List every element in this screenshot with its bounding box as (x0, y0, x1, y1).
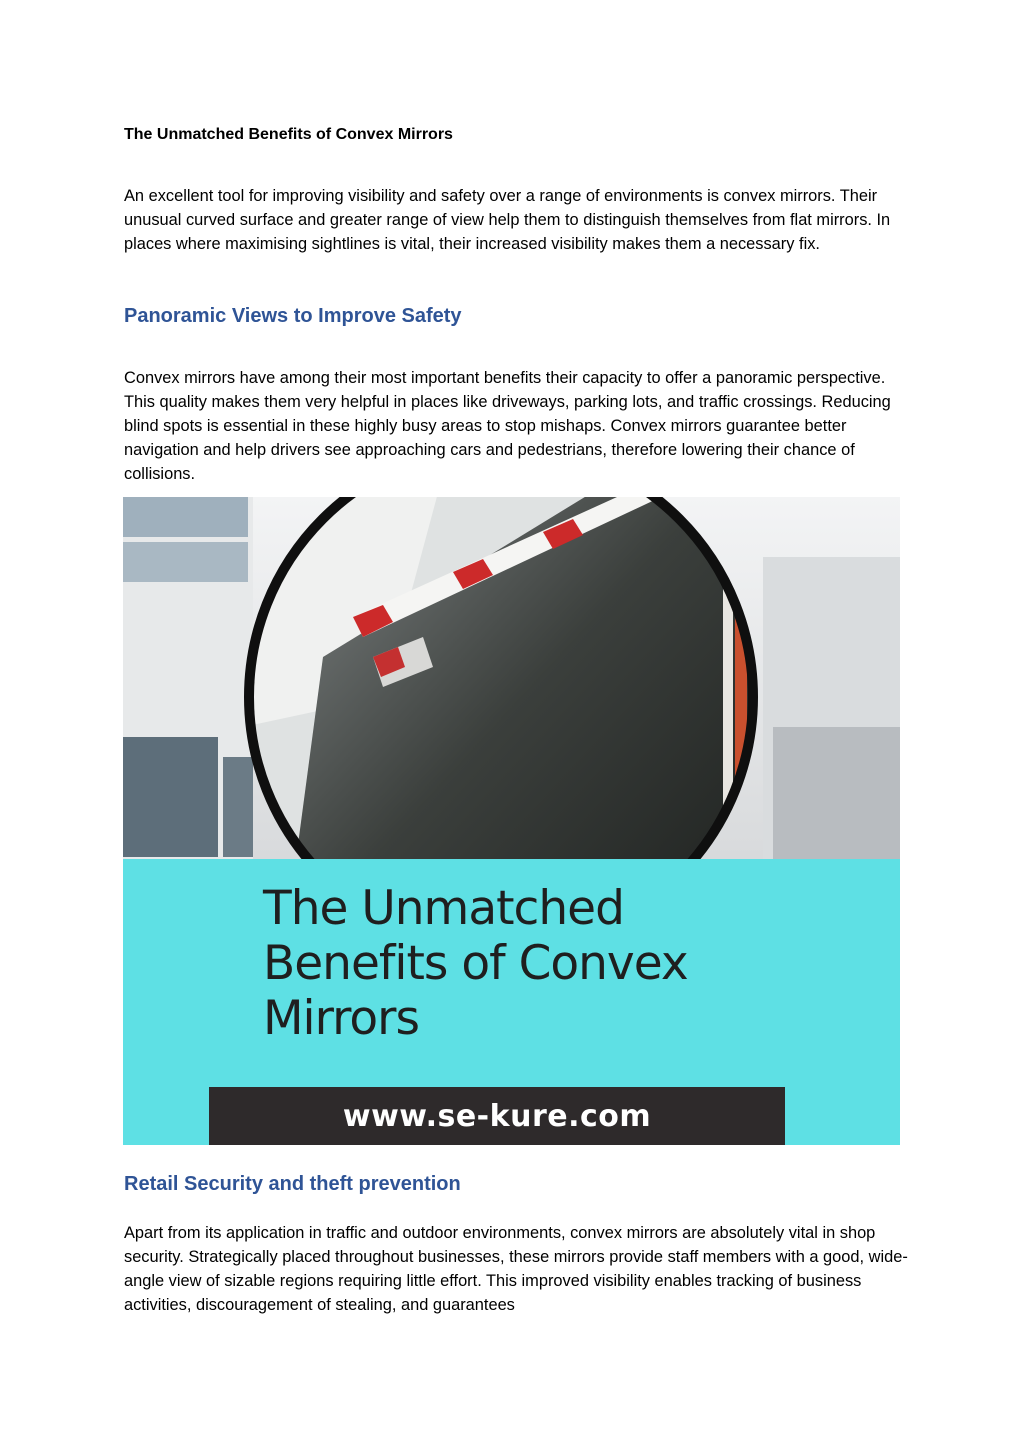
section-heading-panoramic: Panoramic Views to Improve Safety (124, 305, 462, 327)
section-body-retail: Apart from its application in traffic and outdoor environments, convex mirrors are absolutely vital in shop security. Strategically placed throughout businesses, these mirrors provide staff members with a good, wide-angle view of sizable regions requiring little effort. This improved visibility enables tracking of business activities, discouragement of stealing, and guarantees (124, 1224, 908, 1314)
banner-headline-line: Benefits of Convex (263, 936, 688, 991)
banner-panel (123, 859, 900, 1145)
convex-mirror-photo (123, 497, 900, 859)
banner-image (123, 497, 900, 1145)
document-title: The Unmatched Benefits of Convex Mirrors (124, 126, 453, 143)
website-url: www.se-kure.com (342, 1098, 652, 1134)
banner-headline (263, 881, 883, 1046)
section-heading-retail: Retail Security and theft prevention (124, 1173, 461, 1195)
banner-headline-line: Mirrors (263, 991, 419, 1046)
intro-paragraph: An excellent tool for improving visibility and safety over a range of environments is convex mirrors. Their unusual curved surface and greater range of view help them to distinguish themselves from flat mirrors. In places where maximising sightlines is vital, their increased visibility makes them a necessary fix. (124, 187, 891, 253)
section-body-panoramic: Convex mirrors have among their most important benefits their capacity to offer a panoramic perspective. This quality makes them very helpful in places like driveways, parking lots, and traffic crossings. Reducing blind spots is essential in these highly busy areas to stop mishaps. Convex mirrors guarantee better navigation and help drivers see approaching cars and pedestrians, therefore lowering their chance of collisions. (124, 369, 891, 483)
banner-headline-line: The Unmatched (263, 881, 624, 936)
url-bar (209, 1087, 785, 1145)
